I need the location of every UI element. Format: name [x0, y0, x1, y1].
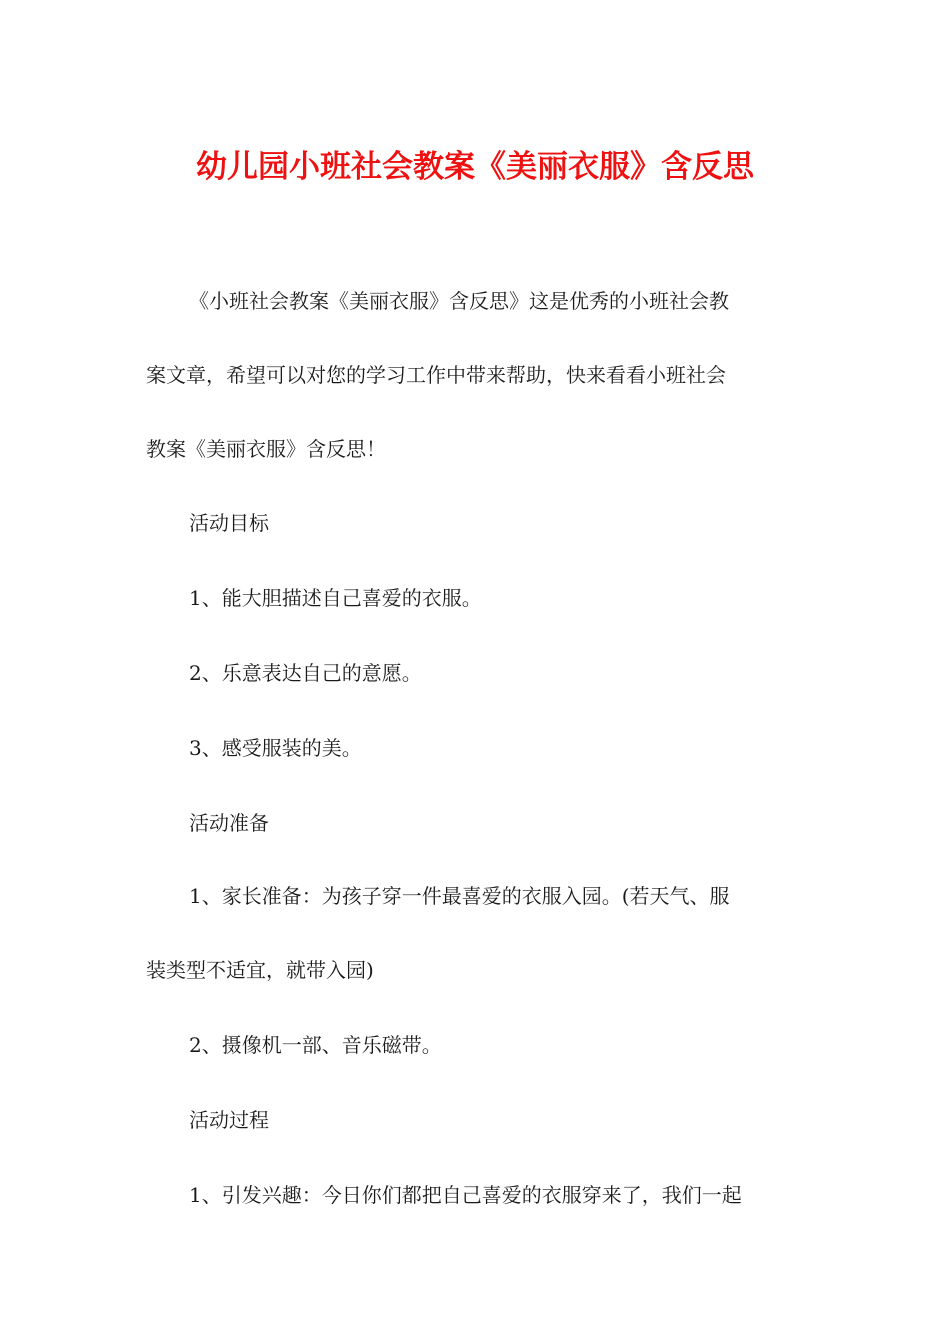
prep-heading: 活动准备: [189, 811, 269, 835]
prep-paragraph-1: [146, 881, 806, 1029]
intro-line-2: 案文章，希望可以对您的学习工作中带来帮助，快来看看小班社会: [146, 363, 726, 387]
intro-paragraph: [146, 286, 806, 508]
prep-item-2: 2、摄像机一部、音乐磁带。: [189, 1033, 442, 1057]
intro-line-3: 教案《美丽衣服》含反思！: [146, 437, 386, 461]
prep-1-line-1: 1、家长准备：为孩子穿一件最喜爱的衣服入园。(若天气、服: [189, 884, 730, 908]
goal-item-1: 1、能大胆描述自己喜爱的衣服。: [189, 586, 482, 610]
process-heading: 活动过程: [189, 1108, 269, 1132]
prep-1-line-2: 装类型不适宜，就带入园): [146, 958, 374, 982]
goal-item-2: 2、乐意表达自己的意愿。: [189, 661, 422, 685]
goals-heading: 活动目标: [189, 511, 269, 535]
intro-line-1: 《小班社会教案《美丽衣服》含反思》这是优秀的小班社会教: [189, 289, 729, 313]
process-item-1: 1、引发兴趣：今日你们都把自己喜爱的衣服穿来了，我们一起: [189, 1183, 742, 1207]
goal-item-3: 3、感受服装的美。: [189, 736, 362, 760]
document-title: 幼儿园小班社会教案《美丽衣服》含反思: [196, 149, 754, 185]
